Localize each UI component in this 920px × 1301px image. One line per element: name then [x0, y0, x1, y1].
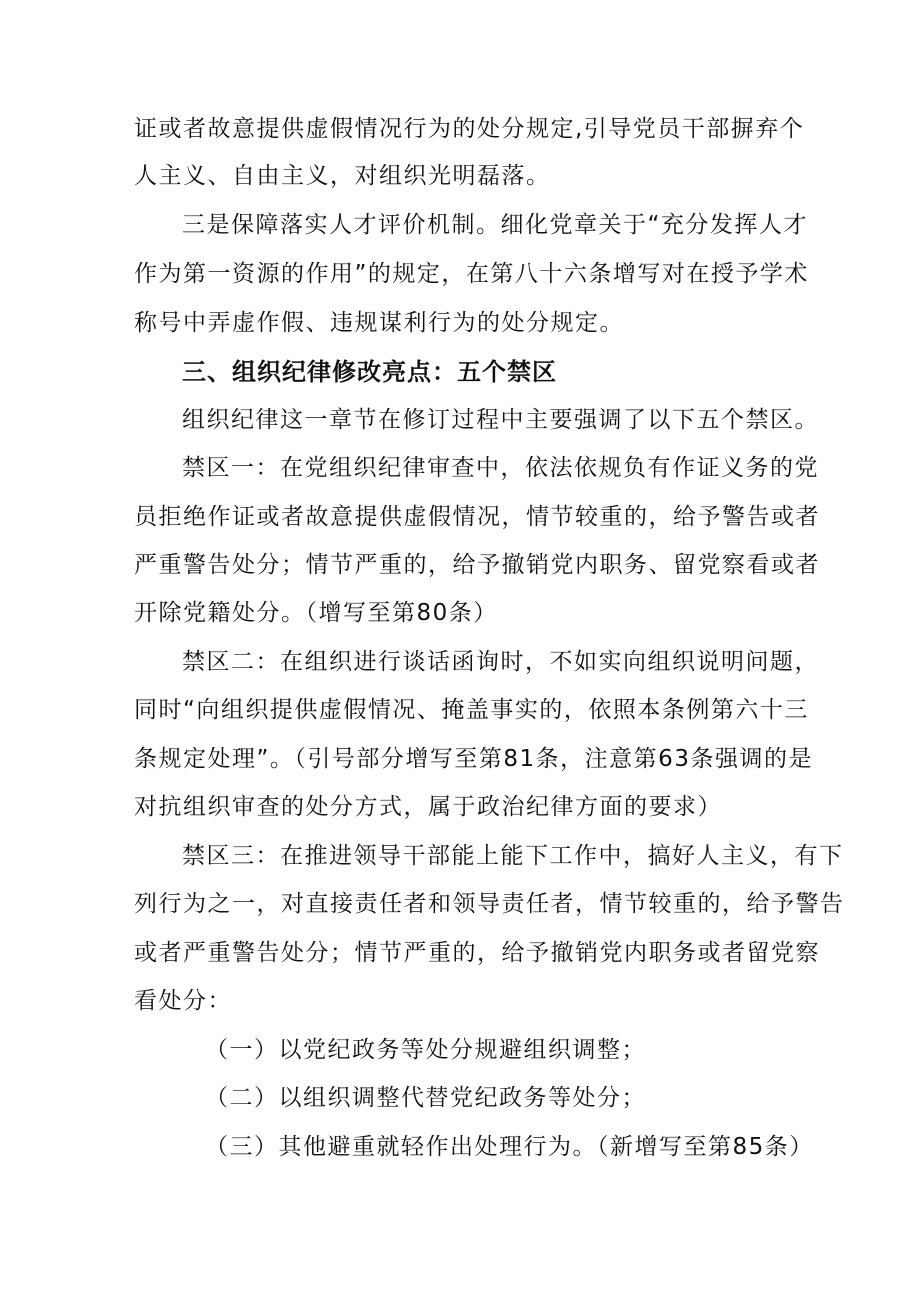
list-item: （一）以党纪政务等处分规避组织调整； — [205, 1037, 646, 1063]
paragraph-line: 作为第一资源的作用”的规定，在第八十六条增写对在授予学术 — [134, 261, 809, 287]
paragraph-line: 或者严重警告处分；情节严重的，给予撤销党内职务或者留党察 — [134, 940, 820, 966]
paragraph-line: 开除党籍处分。（增写至第80条） — [134, 600, 498, 626]
paragraph-line: 严重警告处分；情节严重的，给予撤销党内职务、留党察看或者 — [134, 552, 820, 578]
paragraph-line: 列行为之一，对直接责任者和领导责任者，情节较重的，给予警告 — [134, 891, 845, 917]
paragraph-line: 禁区二：在组织进行谈话函询时，不如实向组织说明问题， — [182, 649, 819, 675]
list-item: （二）以组织调整代替党纪政务等处分； — [205, 1085, 646, 1111]
paragraph-line: 证或者故意提供虚假情况行为的处分规定,引导党员干部摒弃个 — [134, 116, 805, 142]
paragraph-line: 三是保障落实人才评价机制。细化党章关于“充分发挥人才 — [182, 212, 808, 238]
paragraph-line: 人主义、自由主义，对组织光明磊落。 — [134, 163, 551, 189]
paragraph-line: 对抗组织审查的处分方式，属于政治纪律方面的要求） — [134, 794, 722, 820]
paragraph-line: 看处分： — [134, 988, 232, 1014]
paragraph-line: 禁区一：在党组织纪律审查中，依法依规负有作证义务的党 — [182, 455, 819, 481]
list-item: （三）其他避重就轻作出处理行为。（新增写至第85条） — [205, 1134, 814, 1160]
paragraph-line: 条规定处理”。（引号部分增写至第81条，注意第63条强调的是 — [134, 746, 813, 772]
section-heading: 三、组织纪律修改亮点：五个禁区 — [182, 358, 557, 386]
paragraph-line: 员拒绝作证或者故意提供虚假情况，情节较重的，给予警告或者 — [134, 504, 820, 530]
paragraph-line: 禁区三：在推进领导干部能上能下工作中，搞好人主义，有下 — [182, 843, 844, 869]
paragraph-line: 组织纪律这一章节在修订过程中主要强调了以下五个禁区。 — [182, 407, 819, 433]
paragraph-line: 称号中弄虚作假、违规谋利行为的处分规定。 — [134, 310, 624, 336]
paragraph-line: 同时“向组织提供虚假情况、掩盖事实的，依照本条例第六十三 — [134, 697, 809, 723]
